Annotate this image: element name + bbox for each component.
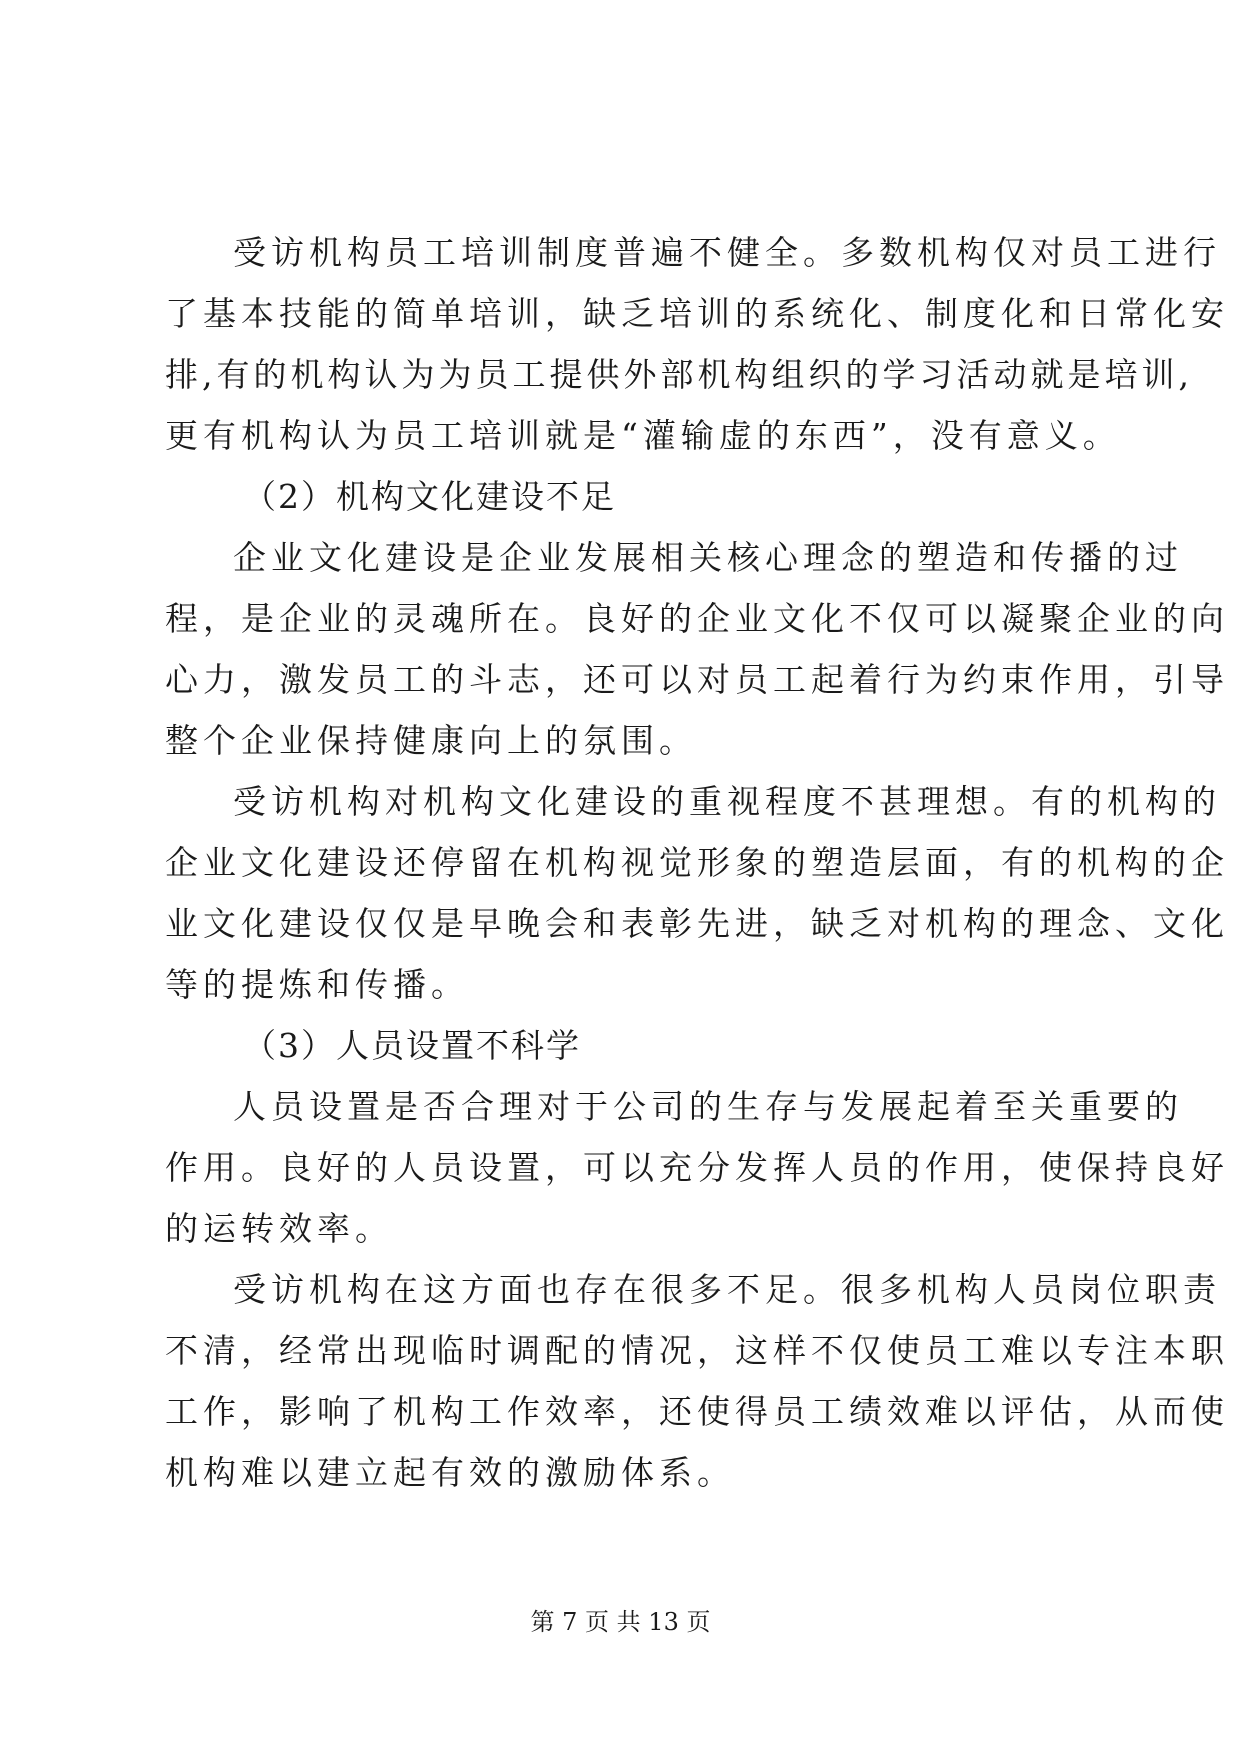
text-line: 更有机构认为员工培训就是“灌输虚的东西”，没有意义。 <box>165 416 1121 455</box>
text-line: 业文化建设仅仅是早晚会和表彰先进，缺乏对机构的理念、文化 <box>165 904 1229 943</box>
text-line: 受访机构对机构文化建设的重视程度不甚理想。有的机构的 <box>233 782 1221 821</box>
text-line: 机构难以建立起有效的激励体系。 <box>165 1453 735 1492</box>
text-line: 程，是企业的灵魂所在。良好的企业文化不仅可以凝聚企业的向 <box>165 599 1229 638</box>
page-number-footer: 第 7 页 共 13 页 <box>530 1608 711 1636</box>
text-line: 受访机构员工培训制度普遍不健全。多数机构仅对员工进行 <box>233 233 1221 272</box>
text-line: 心力，激发员工的斗志，还可以对员工起着行为约束作用，引导 <box>165 660 1229 699</box>
text-line: 企业文化建设还停留在机构视觉形象的塑造层面，有的机构的企 <box>165 843 1229 882</box>
section-heading <box>165 466 1100 527</box>
section-heading-text: （2）机构文化建设不足 <box>243 477 616 516</box>
paragraph <box>165 527 1229 771</box>
text-line: 人员设置是否合理对于公司的生存与发展起着至关重要的 <box>233 1087 1183 1126</box>
text-line: 不清，经常出现临时调配的情况，这样不仅使员工难以专注本职 <box>165 1331 1229 1370</box>
text-line: 等的提炼和传播。 <box>165 965 469 1004</box>
document-body <box>165 222 1229 1503</box>
text-line: 受访机构在这方面也存在很多不足。很多机构人员岗位职责 <box>233 1270 1221 1309</box>
paragraph <box>165 771 1229 1015</box>
text-line: 作用。良好的人员设置，可以充分发挥人员的作用，使保持良好 <box>165 1148 1229 1187</box>
section-heading-text: （3）人员设置不科学 <box>243 1026 581 1065</box>
paragraph <box>165 1259 1229 1503</box>
text-line: 工作，影响了机构工作效率，还使得员工绩效难以评估，从而使 <box>165 1392 1229 1431</box>
paragraph <box>165 222 1229 466</box>
text-line: 整个企业保持健康向上的氛围。 <box>165 721 697 760</box>
text-line: 排,有的机构认为为员工提供外部机构组织的学习活动就是培训, <box>165 355 1193 394</box>
section-heading <box>165 1015 1100 1076</box>
text-line: 企业文化建设是企业发展相关核心理念的塑造和传播的过 <box>233 538 1183 577</box>
paragraph <box>165 1076 1229 1259</box>
text-line: 的运转效率。 <box>165 1209 393 1248</box>
text-line: 了基本技能的简单培训，缺乏培训的系统化、制度化和日常化安 <box>165 294 1229 333</box>
